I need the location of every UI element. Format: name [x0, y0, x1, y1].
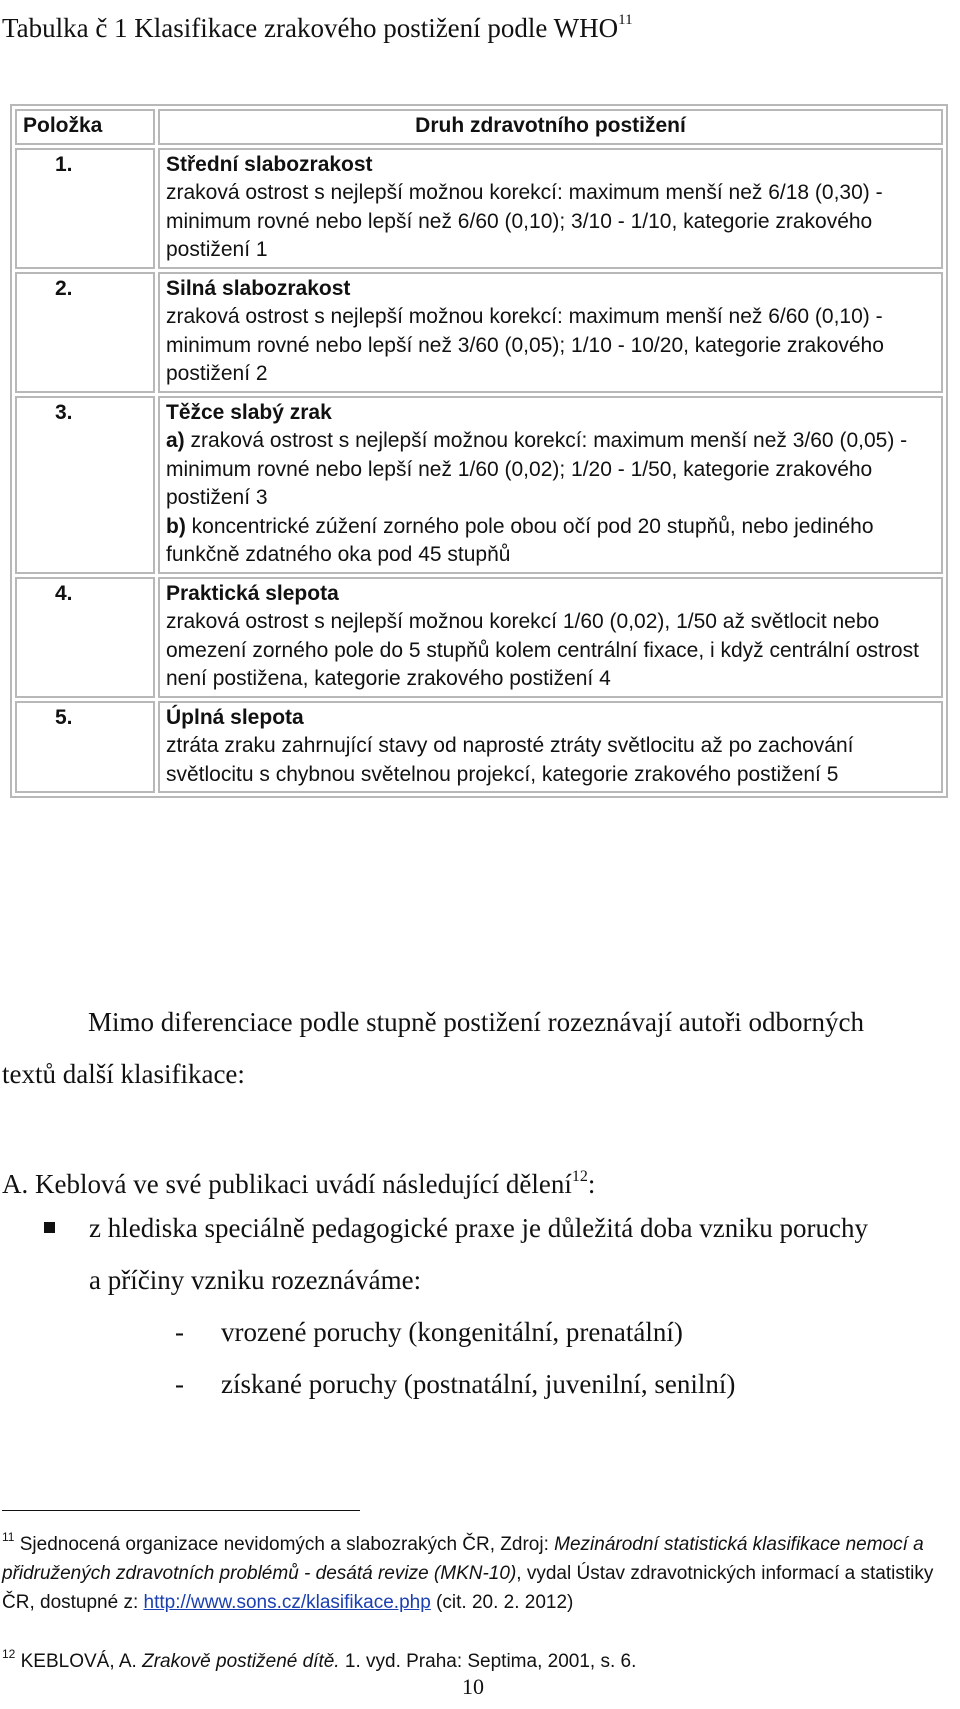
footnote-text: , vydal Ústav zdravotnických informací a statistiky ČR, dostupné z: — [2, 1563, 934, 1613]
footnote-number: 11 — [2, 1530, 15, 1544]
table-row — [15, 148, 943, 269]
footnote-ref-11[interactable]: 11 — [618, 12, 633, 28]
dash-list-item — [175, 1312, 683, 1352]
dash-marker: - — [175, 1369, 184, 1399]
row-subitem-a — [166, 427, 935, 513]
bullet-text-line: a příčiny vzniku rozeznáváme: — [89, 1265, 422, 1295]
row-content — [158, 272, 943, 393]
subitem-description: koncentrické zúžení zorného pole obou očí pod 20 stupňů, nebo jediného funkčně zdatného oka pod 45 stupňů — [166, 514, 874, 566]
row-description: zraková ostrost s nejlepší možnou korekcí 1/60 (0,02), 1/50 až světlocit nebo omezení zorného pole do 5 stupňů kolem centrální fixace, i když centrální ostrost není postižena, kategorie zrakového postižení 4 — [166, 610, 919, 690]
header-type: Druh zdravotního postižení — [158, 109, 943, 145]
footnote-text: KEBLOVÁ, A. — [15, 1651, 143, 1672]
dash-item-text: získané poruchy (postnatální, juvenilní, senilní) — [221, 1369, 736, 1399]
row-content — [158, 577, 943, 698]
row-description: ztráta zraku zahrnující stavy od naprosté ztráty světlocitu až po zachování světlocitu s chybnou světelnou projekcí, kategorie zrakového postižení 5 — [166, 734, 854, 786]
footnote-11 — [2, 1523, 957, 1617]
row-number: 4. — [15, 577, 155, 698]
table-caption — [2, 0, 633, 48]
paragraph-line: textů další klasifikace: — [2, 1059, 245, 1089]
row-title: Praktická slepota — [166, 581, 339, 605]
subitem-label: b) — [166, 514, 186, 538]
row-content — [158, 701, 943, 794]
footnote-ref-12[interactable]: 12 — [571, 1168, 588, 1185]
footnote-text: (cit. 20. 2. 2012) — [430, 1592, 574, 1613]
footnote-12 — [2, 1640, 957, 1676]
paragraph-classification-intro — [2, 1002, 957, 1094]
footnote-title: Zrakově postižené dítě. — [142, 1651, 340, 1672]
footnote-title: Mezinárodní statistická klasifikace nemocí a přidružených zdravotních problémů - desátá revize (MKN-10) — [2, 1534, 924, 1584]
dash-marker: - — [175, 1317, 184, 1347]
row-number: 2. — [15, 272, 155, 393]
row-title: Silná slabozrakost — [166, 276, 351, 300]
table-header-row — [15, 109, 943, 145]
row-content — [158, 396, 943, 574]
paragraph-tail: : — [587, 1169, 596, 1199]
footnote-text: Sjednocená organizace nevidomých a slabozrakých ČR, Zdroj: — [14, 1534, 555, 1555]
caption-text: Tabulka č 1 Klasifikace zrakového postižení podle WHO — [2, 13, 619, 43]
subitem-label: a) — [166, 429, 185, 452]
table-row — [15, 272, 943, 393]
footnote-number: 12 — [2, 1647, 16, 1661]
row-description: zraková ostrost s nejlepší možnou korekcí: maximum menší než 6/18 (0,30) - minimum rovné nebo lepší než 6/60 (0,10); 3/10 - 1/10, kategorie zrakového postižení 1 — [166, 181, 883, 261]
row-title: Těžce slabý zrak — [166, 400, 332, 424]
paragraph-line: Mimo diferenciace podle stupně postižení rozeznávají autoři odborných — [88, 1007, 864, 1037]
footnote-separator — [2, 1510, 360, 1511]
row-title: Střední slabozrakost — [166, 152, 373, 176]
subitem-description: zraková ostrost s nejlepší možnou korekcí: maximum menší než 3/60 (0,05) - minimum rovné nebo lepší než 1/60 (0,02); 1/20 - 1/50, kategorie zrakového postižení 3 — [166, 429, 908, 509]
table-row — [15, 396, 943, 574]
square-bullet-icon — [44, 1222, 55, 1233]
paragraph-keblova — [2, 1157, 595, 1204]
table-row — [15, 577, 943, 698]
row-content — [158, 148, 943, 269]
row-number: 5. — [15, 701, 155, 794]
row-number: 1. — [15, 148, 155, 269]
bullet-text-line: z hlediska speciálně pedagogické praxe je důležitá doba vzniku poruchy — [89, 1213, 868, 1243]
paragraph-text: A. Keblová ve své publikaci uvádí následující dělení — [2, 1169, 572, 1199]
row-number: 3. — [15, 396, 155, 574]
who-classification-table — [10, 104, 948, 798]
page-number: 10 — [462, 1674, 484, 1699]
row-title: Úplná slepota — [166, 705, 304, 729]
row-subitem-b — [166, 513, 935, 570]
dash-list-item — [175, 1364, 735, 1404]
dash-item-text: vrozené poruchy (kongenitální, prenatální) — [221, 1317, 683, 1347]
footnote-link[interactable]: http://www.sons.cz/klasifikace.php — [143, 1592, 431, 1613]
table-row — [15, 701, 943, 794]
header-item: Položka — [15, 109, 155, 145]
footnote-text: 1. vyd. Praha: Septima, 2001, s. 6. — [339, 1651, 637, 1672]
row-description: zraková ostrost s nejlepší možnou korekcí: maximum menší než 6/60 (0,10) - minimum rovné nebo lepší než 3/60 (0,05); 1/10 - 10/20, kategorie zrakového postižení 2 — [166, 305, 884, 385]
